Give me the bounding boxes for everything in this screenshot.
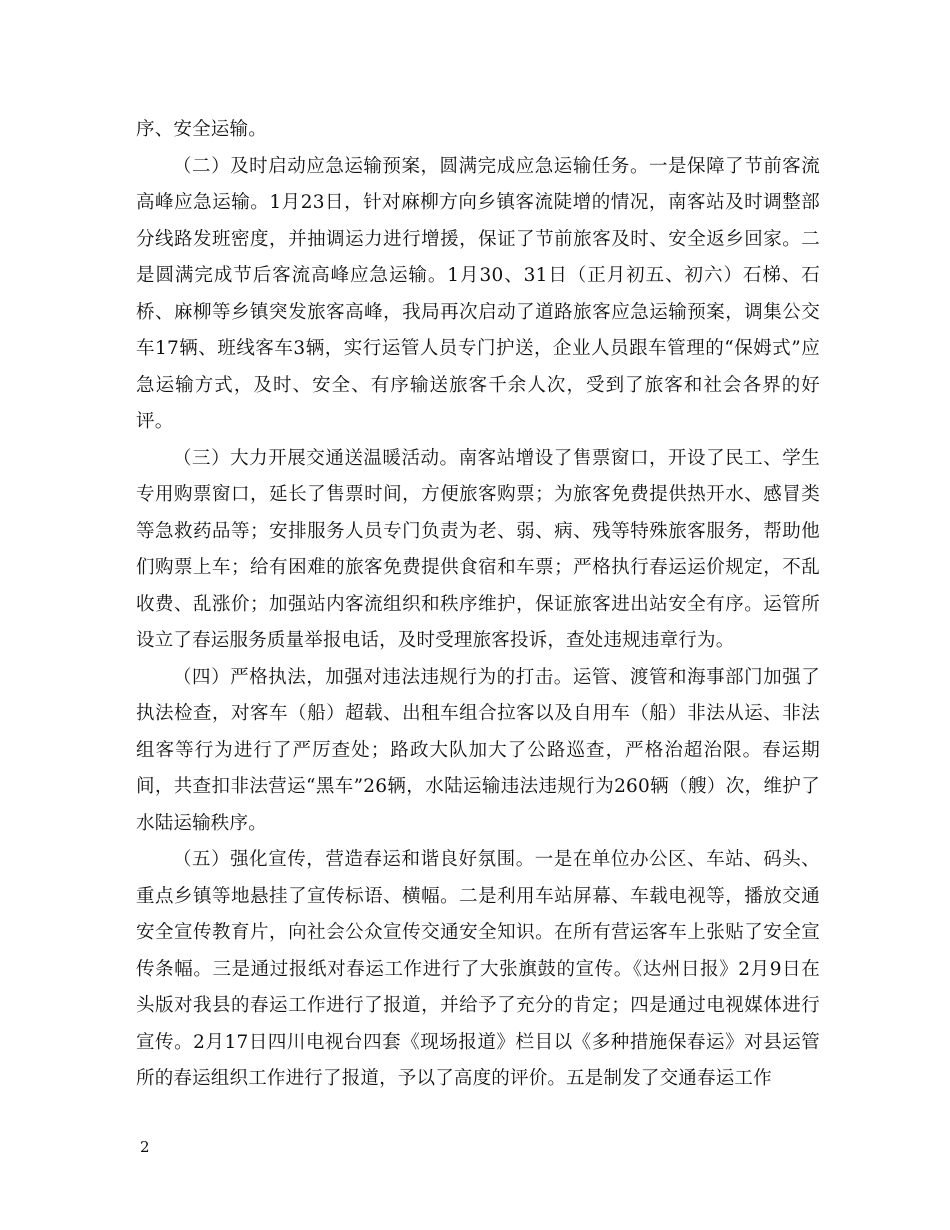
paragraph-continuation: 序、安全运输。 xyxy=(136,119,267,140)
paragraph-publicity: （五）强化宣传，营造春运和谐良好氛围。一是在单位办公区、车站、码头、重点乡镇等地悬挂了宣传标语、横幅。二是利用车站屏幕、车载电视等，播放交通安全宣传教育片，向社会公众宣传交通安全知识。在所有营运客车上张贴了安全宣传条幅。三是通过报纸对春运工作进行了大张旗鼓的宣传。《达州日报》2月9日在头版对我县的春运工作进行了报道，并给予了充分的肯定；四是通过电视媒体进行宣传。2月17日四川电视台四套《现场报道》栏目以《多种措施保春运》对县运管所的春运组织工作进行了报道，予以了高度的评价。五是制发了交通春运工作 xyxy=(136,849,820,1089)
paragraph-warmth-activities: （三）大力开展交通送温暖活动。南客站增设了售票窗口，开设了民工、学生专用购票窗口，延长了售票时间，方便旅客购票；为旅客免费提供热开水、感冒类等急救药品等；安排服务人员专门负责为老、弱、病、残等特殊旅客服务，帮助他们购票上车；给有困难的旅客免费提供食宿和车票；严格执行春运运价规定，不乱收费、乱涨价；加强站内客流组织和秩序维护，保证旅客进出站安全有序。运管所设立了春运服务质量举报电话，及时受理旅客投诉，查处违规违章行为。 xyxy=(136,447,820,651)
document-body xyxy=(136,112,820,1098)
page-number: 2 xyxy=(140,1138,150,1156)
paragraph-law-enforcement: （四）严格执法，加强对违法违规行为的打击。运管、渡管和海事部门加强了执法检查，对客车（船）超载、出租车组合拉客以及自用车（船）非法从运、非法组客等行为进行了严厉查处；路政大队加大了公路巡查，严格治超治限。春运期间，共查扣非法营运“黑车”26辆，水陆运输违法违规行为260辆（艘）次，维护了水陆运输秩序。 xyxy=(136,666,820,834)
paragraph-emergency-transport: （二）及时启动应急运输预案，圆满完成应急运输任务。一是保障了节前客流高峰应急运输。1月23日，针对麻柳方向乡镇客流陡增的情况，南客站及时调整部分线路发班密度，并抽调运力进行增援，保证了节前旅客及时、安全返乡回家。二是圆满完成节后客流高峰应急运输。1月30、31日（正月初五、初六）石梯、石桥、麻柳等乡镇突发旅客高峰，我局再次启动了道路旅客应急运输预案，调集公交车17辆、班线客车3辆，实行运管人员专门护送，企业人员跟车管理的“保姆式”应急运输方式，及时、安全、有序输送旅客千余人次，受到了旅客和社会各界的好评。 xyxy=(136,155,820,432)
